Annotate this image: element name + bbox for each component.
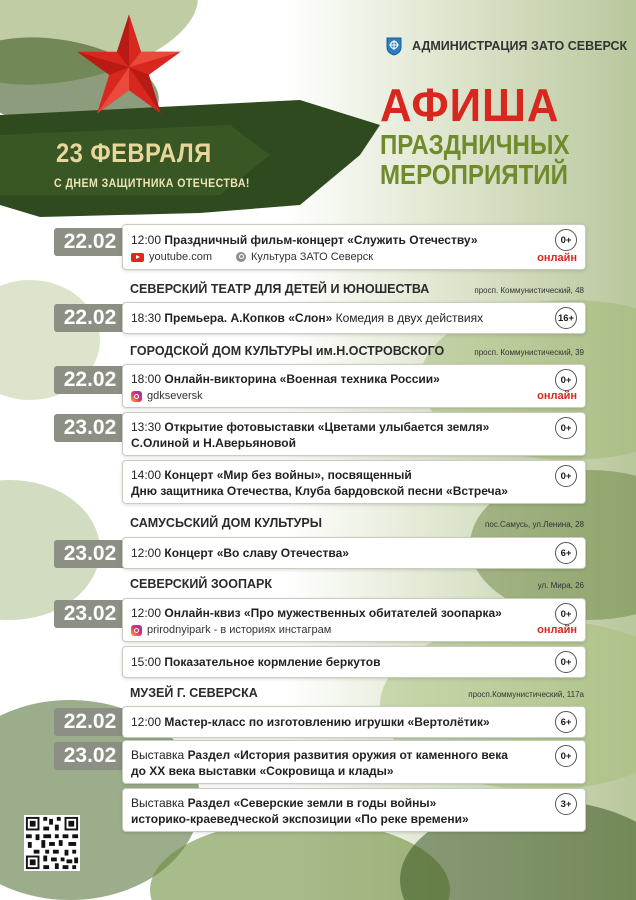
date-badge: 22.02 (54, 228, 126, 256)
age-rating-badge: 6+ (555, 542, 577, 564)
event-card-quiz: 18:00 Онлайн-викторина «Военная техника России» gdkseversk 0+ онлайн (122, 364, 586, 408)
age-rating-badge: 6+ (555, 711, 577, 733)
instagram-link[interactable]: prirodnyipark - в историях инстаграм (147, 624, 332, 636)
age-rating-badge: 0+ (555, 745, 577, 767)
date-badge: 23.02 (54, 540, 126, 568)
date-badge: 23.02 (54, 600, 126, 628)
date-badge: 23.02 (54, 414, 126, 442)
event-card-film-concert: 12:00 Праздничный фильм-концерт «Служить Отечеству» youtube.com Культура ЗАТО Северск 0+ онлайн (122, 224, 586, 270)
instagram-link[interactable]: gdkseversk (147, 390, 203, 402)
event-card-war-years-exhibition: Выставка Раздел «Северские земли в годы войны» историко-краеведческой экспозиции «По реке времени» 3+ (122, 788, 586, 832)
online-label: онлайн (537, 252, 577, 264)
age-rating-badge: 16+ (555, 307, 577, 329)
red-star-icon (74, 12, 184, 118)
date-badge: 22.02 (54, 708, 126, 736)
date-badge: 23.02 (54, 742, 126, 770)
administration-header (384, 36, 627, 56)
poster-subtitle: ПРАЗДНИЧНЫХ МЕРОПРИЯТИЙ (380, 129, 570, 190)
search-query: Культура ЗАТО Северск (250, 251, 374, 263)
age-rating-badge: 0+ (555, 369, 577, 391)
venue-address: просп. Коммунистический, 39 (474, 348, 584, 357)
venue-address: просп. Коммунистический, 48 (474, 286, 584, 295)
venue-address: пос.Самусь, ул.Ленина, 28 (485, 520, 584, 529)
online-label: онлайн (537, 624, 577, 636)
youtube-link[interactable]: youtube.com (149, 251, 212, 263)
event-card-weapons-exhibition: Выставка Раздел «История развития оружия от каменного века до XX века выставки «Сокровища и клады» 0+ (122, 740, 586, 784)
event-card-glory-concert: 12:00 Концерт «Во славу Отечества» 6+ (122, 537, 586, 569)
poster-title: АФИША (380, 79, 560, 131)
date-badge-row (54, 228, 126, 256)
age-rating-badge: 0+ (555, 417, 577, 439)
age-rating-badge: 0+ (555, 651, 577, 673)
venue-title: МУЗЕЙ Г. СЕВЕРСКА (130, 686, 258, 700)
age-rating-badge: 0+ (555, 465, 577, 487)
age-rating-badge: 3+ (555, 793, 577, 815)
instagram-icon (131, 625, 142, 636)
seversk-emblem-icon (384, 36, 404, 56)
event-card-photo-exhibition: 13:30 Открытие фотовыставки «Цветами улыбается земля» С.Олиной и Н.Аверьяновой 0+ (122, 412, 586, 456)
online-label: онлайн (537, 390, 577, 402)
date-badge: 22.02 (54, 304, 126, 332)
date-title: 23 ФЕВРАЛЯ (56, 138, 212, 168)
venue-title: СЕВЕРСКИЙ ТЕАТР ДЛЯ ДЕТЕЙ И ЮНОШЕСТВА (130, 282, 430, 296)
event-card-eagle-feeding: 15:00 Показательное кормление беркутов 0+ (122, 646, 586, 678)
venue-title: САМУСЬСКИЙ ДОМ КУЛЬТУРЫ (130, 516, 322, 530)
event-card-premiere: 18:30 Премьера. А.Копков «Слон» Комедия в двух действиях 16+ (122, 302, 586, 334)
event-card-master-class: 12:00 Мастер-класс по изготовлению игрушки «Вертолётик» 6+ (122, 706, 586, 738)
venue-address: ул. Мира, 26 (537, 581, 584, 590)
instagram-icon (131, 391, 142, 402)
search-icon (236, 252, 246, 262)
date-badge: 22.02 (54, 366, 126, 394)
event-card-zoo-quiz: 12:00 Онлайн-квиз «Про мужественных обитателей зоопарка» prirodnyipark - в историях инстаграм 0+ онлайн (122, 598, 586, 642)
youtube-icon (131, 253, 144, 262)
date-subtitle: С ДНЕМ ЗАЩИТНИКА ОТЕЧЕСТВА! (54, 176, 250, 190)
venue-address: просп.Коммунистический, 117а (468, 690, 584, 699)
age-rating-badge: 0+ (555, 603, 577, 625)
venue-title: ГОРОДСКОЙ ДОМ КУЛЬТУРЫ им.Н.ОСТРОВСКОГО (130, 344, 445, 358)
administration-name: АДМИНИСТРАЦИЯ ЗАТО СЕВЕРСК (412, 39, 628, 53)
event-card-concert-peace: 14:00 Концерт «Мир без войны», посвященный Дню защитника Отечества, Клуба бардовской песни «Встреча» 0+ (122, 460, 586, 504)
qr-code[interactable] (24, 815, 80, 871)
venue-title: СЕВЕРСКИЙ ЗООПАРК (130, 577, 272, 591)
age-rating-badge: 0+ (555, 229, 577, 251)
